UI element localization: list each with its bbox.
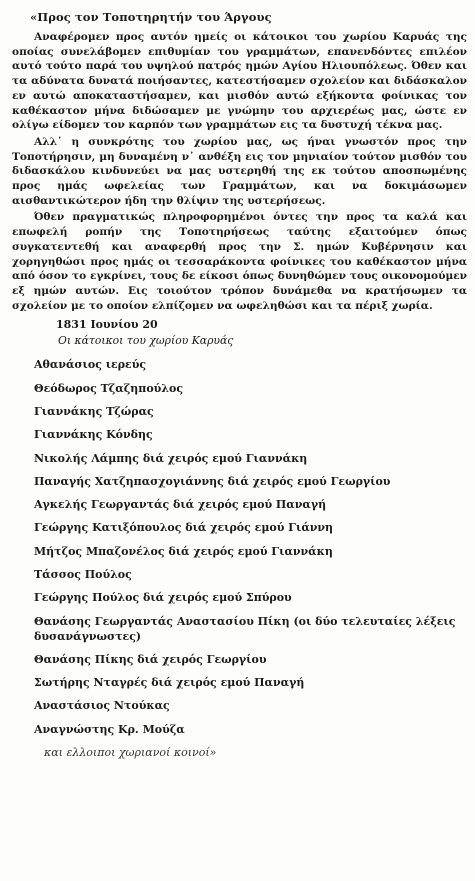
signatory: Νικολής Λάμπης διά χειρός εμού Γιαννάκη — [34, 451, 308, 465]
letter-address: «Προς τον Τοποτηρητήν του Άργους — [30, 10, 272, 24]
signatory: Θεόδωρος Τζαζηπούλος — [34, 381, 184, 395]
letter-paragraph-2: Αλλ᾽ η συνκρότης του χωρίου μας, ως ήναι γνωστόν προς την Τοποτήρησιν, μη δυναμένη ν᾽ ανθέξη εις τον μηνιαίον τούτον μισθόν του διδασκάλου κινδυνεύει να μας υστερηθή της εκ τούτου αποσπωμένης προς ημάς ωφελείας των Γραμμάτων, και να δοκιμάσωμεν αισθαντικώτερον ήδη την θλίψιν της υστερήσεως. — [12, 135, 467, 207]
signatory: Αναστάσιος Ντούκας — [34, 699, 170, 713]
letter-paragraph-3: Όθεν πραγματικώς πληροφορημένοι όντες την προς τα καλά και επωφελή ροπήν της Τοποτηρήσεως ταύτης εξαιτούμεν όπως συγκατεντεθή και αναφερθή προς την Σ. ημών Κυβέρνησιν και χορηγηθώσι προς ημάς οι τεσσαράκοντα φοίνικες του καθέκαστον μήνα από όσον το εγκρίνει, τους δε είκοσι όπως δυνηθώμεν τους οικονομούμεν εξ ημών αυτών. Εις τοιούτον τρόπον δυνάμεθα να κρατήσωμεν τα σχολείον με το οποίον ελπίζομεν να ωφεληθώσι και τα πέριξ χωρία. — [12, 211, 467, 312]
signatory: Μήτζος Μπαζονέλος διά χειρός εμού Γιαννάκη — [34, 544, 333, 558]
signatory: Αγκελής Γεωργαντάς διά χειρός εμού Παναγή — [34, 498, 327, 512]
signatory: Αθανάσιος ιερεύς — [34, 358, 147, 372]
signatory: Γιαννάκης Τζώρας — [34, 404, 154, 418]
signatory: Τάσσος Πούλος — [34, 568, 132, 582]
signatories-list — [12, 353, 467, 764]
signatory: Παναγής Χατζηπασχογιάννης διά χειρός εμού Γεωργίου — [34, 474, 391, 488]
signatory: Γεώργης Κατιξόπουλος διά χειρός εμού Γιάννη — [34, 521, 334, 535]
signature-block — [12, 318, 467, 764]
signatory: Θανάσης Πίκης διά χειρός Γεωργίου — [34, 652, 267, 666]
signatory: Γιαννάκης Κόνδης — [34, 428, 153, 442]
signatory: Θανάσης Γεωργαντάς Αναστασίου Πίκη (οι δύο τελευταίες λέξεις δυσανάγνωστες) — [34, 614, 456, 643]
signatory: Αναγνώστης Κρ. Μούζα — [34, 722, 185, 736]
letter-paragraph-1: Αναφέρομεν προς αυτόν ημείς οι κάτοικοι του χωρίου Καρυάς της οποίας συνελάβομεν επιθυμίαν του γραμμάτων, επανενδόντες επιλέον αυτό τούτο παρά του υψηλού πατρός ημών Αγίου Ηλιουπόλεως. Όθεν και τα αδύνατα δυνατά ποιήσαντες, κατεστήσαμεν σχολείον και διδάσκαλον εν αυτώ αποκαταστήσαμεν, και μισθόν αυτώ εξήκοντα φοίνικας τον καθέκαστον μήνα διδώσαμεν με γνώμην του αρχιερέως μας, ώστε εν ολίγω είδομεν τον καρπόν των γραμμάτων εις τα δυστυχή τέκνα μας. — [12, 31, 467, 132]
signatory: Γεώργης Πούλος διά χειρός εμού Σπύρου — [34, 591, 292, 605]
signatory-closing: και ελλοιποι χωριανοί κοινοί» — [44, 745, 217, 759]
signatories-intro: Οι κάτοικοι του χωρίου Καρυάς — [58, 334, 234, 348]
letter-date: 1831 Ιουνίου 20 — [56, 318, 158, 332]
signatory: Σωτήρης Νταγρές διά χειρός εμού Παναγή — [34, 675, 305, 689]
